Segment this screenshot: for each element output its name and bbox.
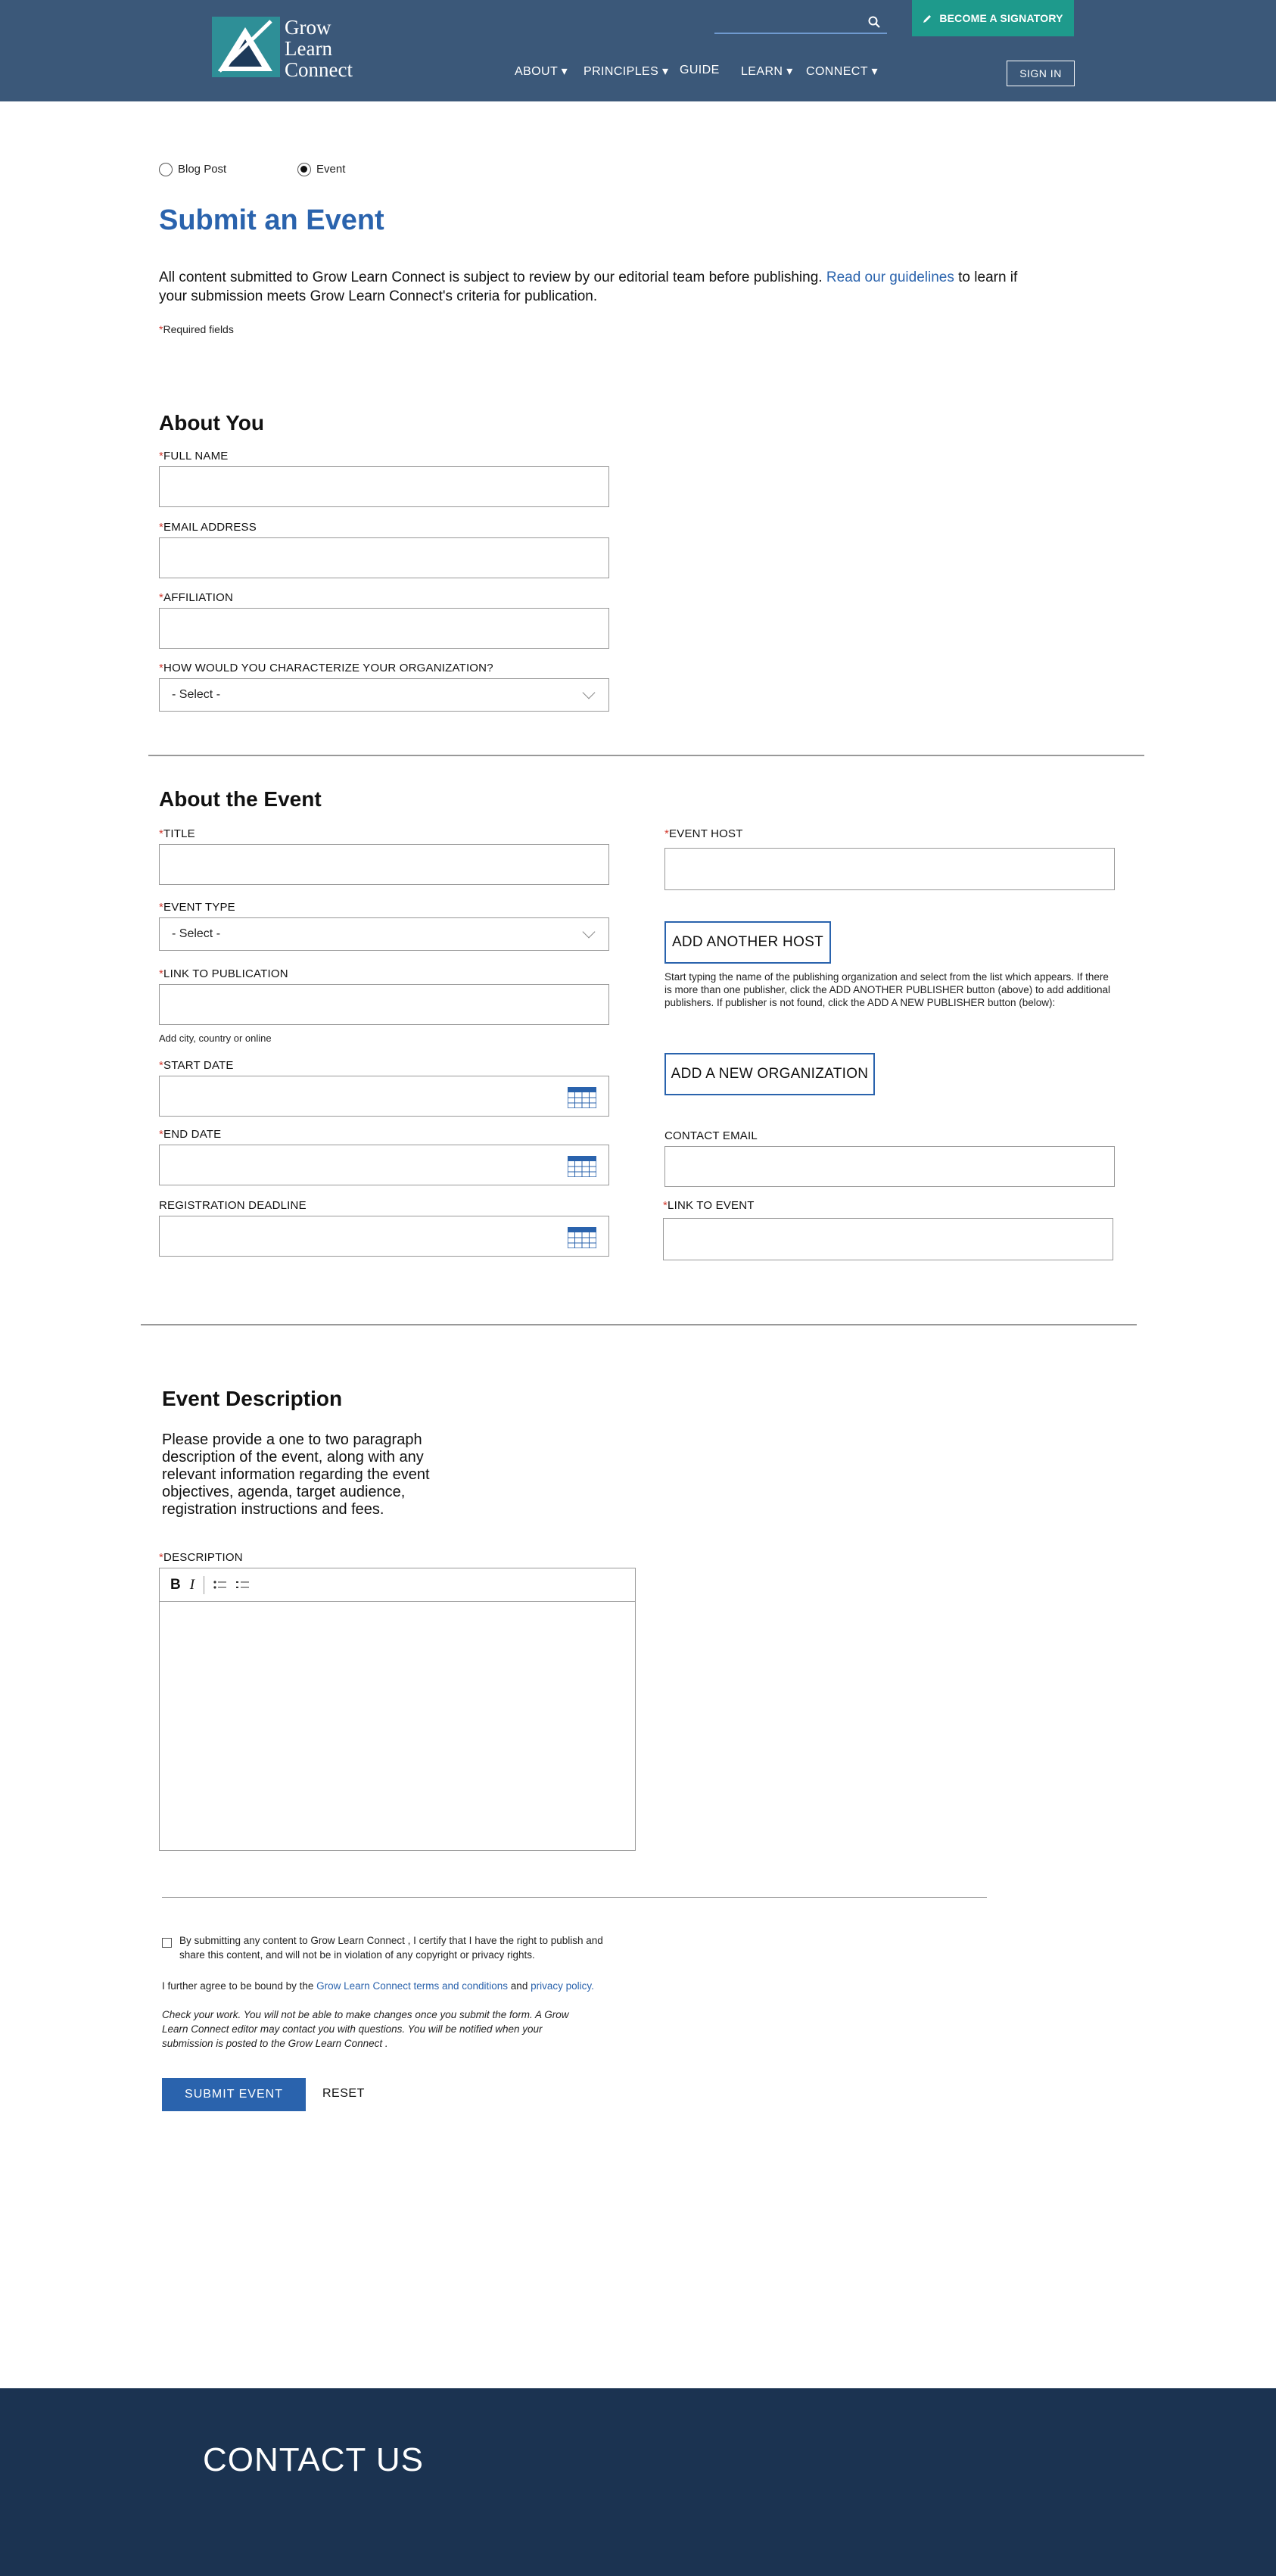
required-marker: *: [159, 901, 164, 914]
search-input[interactable]: [714, 33, 887, 34]
event-radio[interactable]: [297, 163, 311, 176]
site-header: [0, 0, 1276, 101]
become-signatory-button[interactable]: [912, 0, 1074, 36]
intro-after-link: to learn if your submission meets Grow Learn Connect's criteria for publication.: [159, 269, 1018, 304]
description-label-text: DESCRIPTION: [163, 1551, 243, 1564]
nav-connect[interactable]: CONNECT ▾: [806, 65, 878, 78]
event-type-value: - Select -: [172, 927, 221, 940]
end-date-label: [159, 1128, 221, 1141]
logo-line-1: Grow: [285, 16, 331, 39]
intro-text: [159, 268, 1029, 306]
link-publication-input[interactable]: [159, 984, 609, 1025]
full-name-label: [159, 450, 228, 463]
required-marker: *: [663, 1199, 668, 1212]
pencil-icon: [923, 13, 933, 23]
event-title-label: [159, 827, 195, 840]
editor-toolbar: [160, 1568, 635, 1602]
required-marker: *: [159, 521, 164, 534]
contact-email-input[interactable]: [664, 1146, 1115, 1187]
italic-button[interactable]: I: [189, 1576, 195, 1593]
calendar-icon[interactable]: [568, 1087, 596, 1108]
submit-event-button[interactable]: SUBMIT EVENT: [162, 2078, 306, 2111]
full-name-label-text: FULL NAME: [163, 450, 229, 463]
full-name-input[interactable]: [159, 466, 609, 507]
contact-us-heading: CONTACT US: [203, 2441, 424, 2478]
event-host-label-text: EVENT HOST: [669, 827, 743, 840]
add-another-host-button[interactable]: ADD ANOTHER HOST: [664, 921, 831, 964]
add-new-organization-button[interactable]: ADD A NEW ORGANIZATION: [664, 1053, 875, 1095]
bulleted-list-icon[interactable]: [213, 1579, 227, 1591]
location-hint: Add city, country or online: [159, 1033, 272, 1044]
terms-link[interactable]: Grow Learn Connect terms and conditions: [316, 1980, 509, 1992]
event-host-input[interactable]: [664, 848, 1115, 890]
registration-deadline-label: REGISTRATION DEADLINE: [159, 1199, 307, 1212]
required-marker: *: [159, 662, 164, 674]
logo-line-2: Learn: [285, 37, 332, 60]
organization-type-label-text: HOW WOULD YOU CHARACTERIZE YOUR ORGANIZATION?: [163, 662, 493, 674]
logo-line-3: Connect: [285, 58, 353, 81]
chevron-down-icon: [583, 926, 596, 939]
organization-type-value: - Select -: [172, 688, 221, 701]
privacy-policy-link[interactable]: privacy policy.: [531, 1980, 594, 1992]
required-marker: *: [159, 967, 164, 980]
required-marker: *: [159, 827, 164, 840]
section-divider: [162, 1897, 987, 1898]
chevron-down-icon: [583, 687, 596, 699]
email-label-text: EMAIL ADDRESS: [163, 521, 257, 534]
link-event-label-text: LINK TO EVENT: [668, 1199, 755, 1212]
link-event-input[interactable]: [663, 1218, 1113, 1260]
affiliation-label: [159, 591, 233, 604]
event-type-select[interactable]: [159, 917, 609, 951]
link-event-label: [663, 1199, 755, 1212]
required-fields-note: [159, 323, 234, 335]
affiliation-label-text: AFFILIATION: [163, 591, 233, 604]
nav-guide[interactable]: GUIDE: [680, 64, 720, 76]
required-note-text: Required fields: [163, 323, 234, 335]
terms-agreement: [162, 1979, 692, 1993]
calendar-icon[interactable]: [568, 1156, 596, 1177]
about-you-heading: About You: [159, 411, 264, 435]
nav-about[interactable]: ABOUT ▾: [515, 65, 568, 78]
affiliation-input[interactable]: [159, 608, 609, 649]
event-description-heading: Event Description: [162, 1387, 343, 1410]
terms-and: and: [508, 1980, 531, 1992]
start-date-label: [159, 1059, 234, 1072]
grow-learn-connect-logo-icon[interactable]: [212, 17, 280, 77]
required-marker: *: [159, 1059, 164, 1072]
sign-in-button[interactable]: SIGN IN: [1007, 61, 1075, 86]
blog-post-radio-label[interactable]: Blog Post: [178, 163, 227, 176]
event-description-instructions: Please provide a one to two paragraph description of the event, along with any relevant information regarding the event objectives, agenda, target audience, registration instructions and fees.: [162, 1431, 430, 1518]
section-divider: [141, 1324, 1137, 1325]
event-radio-label[interactable]: Event: [316, 163, 346, 176]
search-icon[interactable]: [867, 15, 881, 29]
certify-checkbox[interactable]: [162, 1938, 172, 1948]
nav-principles[interactable]: PRINCIPLES ▾: [584, 65, 669, 78]
page-title: Submit an Event: [159, 204, 384, 236]
required-marker: *: [159, 323, 163, 335]
terms-prefix: I further agree to be bound by the: [162, 1980, 317, 1992]
contact-email-label: CONTACT EMAIL: [664, 1129, 758, 1142]
guidelines-link[interactable]: Read our guidelines: [826, 269, 954, 285]
end-date-input[interactable]: [159, 1145, 609, 1185]
about-event-heading: About the Event: [159, 787, 322, 811]
become-signatory-label: BECOME A SIGNATORY: [939, 12, 1063, 24]
event-type-label: [159, 901, 235, 914]
description-editor[interactable]: [159, 1568, 636, 1851]
event-host-label: [664, 827, 743, 840]
section-divider: [148, 755, 1144, 756]
bold-button[interactable]: B: [170, 1576, 181, 1593]
organization-type-label: [159, 662, 493, 674]
description-label: [159, 1551, 243, 1564]
reset-button[interactable]: RESET: [322, 2087, 365, 2100]
start-date-label-text: START DATE: [163, 1059, 234, 1072]
event-title-label-text: TITLE: [163, 827, 195, 840]
host-helper-text: Start typing the name of the publishing organization and select from the list which appears. If there is more than one publisher, click the ADD ANOTHER PUBLISHER button (above) to add additional publishers. If publisher is not found, click the ADD A NEW PUBLISHER button (below):: [664, 971, 1111, 1008]
site-footer: [0, 2388, 1276, 2576]
link-publication-label-text: LINK TO PUBLICATION: [163, 967, 288, 980]
check-work-note: Check your work. You will not be able to make changes once you submit the form. A Grow Learn Connect editor may contact you with questions. You will be notified when your submission is posted to the Grow Learn Connect .: [162, 2009, 569, 2049]
end-date-label-text: END DATE: [163, 1128, 222, 1141]
blog-post-radio[interactable]: [159, 163, 173, 176]
registration-deadline-input[interactable]: [159, 1216, 609, 1257]
email-input[interactable]: [159, 537, 609, 578]
required-marker: *: [664, 827, 670, 840]
required-marker: *: [159, 450, 164, 463]
required-marker: *: [159, 1551, 164, 1564]
numbered-list-icon[interactable]: [236, 1579, 250, 1591]
required-marker: *: [159, 591, 164, 604]
intro-before-link: All content submitted to Grow Learn Connect is subject to review by our editorial team before publishing.: [159, 269, 826, 285]
email-label: [159, 521, 257, 534]
certify-text: By submitting any content to Grow Learn Connect , I certify that I have the right to publish and share this content, and will not be in violation of any copyright or privacy rights.: [179, 1935, 603, 1961]
required-marker: *: [159, 1128, 164, 1141]
event-title-input[interactable]: [159, 844, 609, 885]
organization-type-select[interactable]: [159, 678, 609, 712]
logo-wordmark[interactable]: [285, 17, 353, 80]
event-type-label-text: EVENT TYPE: [163, 901, 235, 914]
link-publication-label: [159, 967, 288, 980]
calendar-icon[interactable]: [568, 1227, 596, 1248]
nav-learn[interactable]: LEARN ▾: [741, 65, 793, 78]
start-date-input[interactable]: [159, 1076, 609, 1117]
